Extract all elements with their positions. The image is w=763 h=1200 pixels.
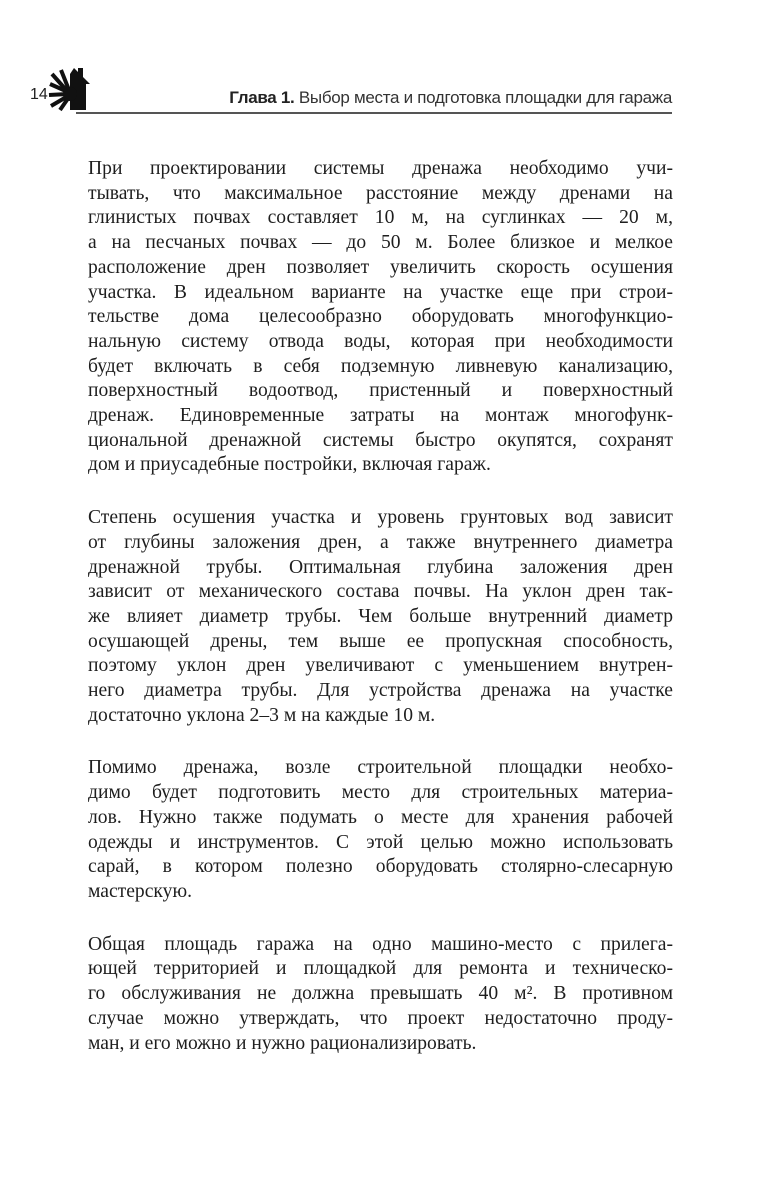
text-line: расположение дрен позволяет увеличить скорость осушения xyxy=(88,256,673,278)
text-line: ющей территорией и площадкой для ремонта и техническо- xyxy=(88,958,673,980)
text-line: го обслуживания не должна превышать 40 м². В противном xyxy=(88,983,673,1005)
text-line: же влияет диаметр трубы. Чем больше внутренний диаметр xyxy=(88,605,673,627)
text-line: Степень осушения участка и уровень грунтовых вод зависит xyxy=(88,507,673,529)
paragraph xyxy=(88,506,673,728)
body-text xyxy=(88,157,673,1084)
text-line: достаточно уклона 2–3 м на каждые 10 м. xyxy=(88,704,436,726)
text-line: а на песчаных почвах — до 50 м. Более близкое и мелкое xyxy=(88,232,673,254)
text-line: тывать, что максимальное расстояние между дренами на xyxy=(88,182,673,204)
text-line: дренажной трубы. Оптимальная глубина заложения дрен xyxy=(88,556,673,578)
text-line: При проектировании системы дренажа необходимо учи- xyxy=(88,158,673,179)
text-line: дом и приусадебные постройки, включая гараж. xyxy=(88,454,491,476)
text-line: одежды и инструментов. С этой целью можно использовать xyxy=(88,831,673,853)
text-line: участка. В идеальном варианте на участке еще при строи- xyxy=(88,281,673,303)
text-line: лов. Нужно также подумать о месте для хранения рабочей xyxy=(88,806,673,828)
text-line: зависит от механического состава почвы. На уклон дрен так- xyxy=(88,581,673,603)
running-header xyxy=(30,64,672,114)
text-line: случае можно утверждать, что проект недостаточно проду- xyxy=(88,1007,673,1029)
text-line: Помимо дренажа, возле строительной площадки необхо- xyxy=(88,757,673,779)
chapter-label: Глава 1. xyxy=(229,88,295,107)
header-rule xyxy=(76,112,672,114)
text-line: него диаметра трубы. Для устройства дренажа на участке xyxy=(88,680,673,702)
page-number: 14 xyxy=(30,86,48,103)
text-line: мастерскую. xyxy=(88,880,192,902)
text-line: Общая площадь гаража на одно машино-место с прилега- xyxy=(88,933,673,955)
text-line: от глубины заложения дрен, а также внутреннего диаметра xyxy=(88,531,673,553)
text-line: дренаж. Единовременные затраты на монтаж многофунк- xyxy=(88,405,673,427)
text-line: ман, и его можно и нужно рационализировать. xyxy=(88,1032,477,1054)
text-line: циональной дренажной системы быстро окупятся, сохранят xyxy=(88,429,673,451)
paragraph xyxy=(88,756,673,904)
text-line: глинистых почвах составляет 10 м, на суглинках — 20 м, xyxy=(88,207,673,229)
chapter-heading xyxy=(229,88,672,108)
paragraph xyxy=(88,157,673,478)
chapter-title: Выбор места и подготовка площадки для гаража xyxy=(298,88,672,107)
text-line: тельстве дома целесообразно оборудовать многофункцио- xyxy=(88,306,673,328)
text-line: нальную систему отвода воды, которая при необходимости xyxy=(88,330,673,352)
text-line: поверхностный водоотвод, пристенный и поверхностный xyxy=(88,380,673,402)
text-line: димо будет подготовить место для строительных материа- xyxy=(88,782,673,804)
text-line: будет включать в себя подземную ливневую канализацию, xyxy=(88,355,673,377)
text-line: осушающей дрены, тем выше ее пропускная способность, xyxy=(88,630,673,652)
text-line: сарай, в котором полезно оборудовать столярно-слесарную xyxy=(88,856,673,878)
paragraph xyxy=(88,933,673,1057)
text-line: поэтому уклон дрен увеличивают с уменьшением внутрен- xyxy=(88,655,673,677)
house-sun-logo-icon xyxy=(48,64,92,112)
